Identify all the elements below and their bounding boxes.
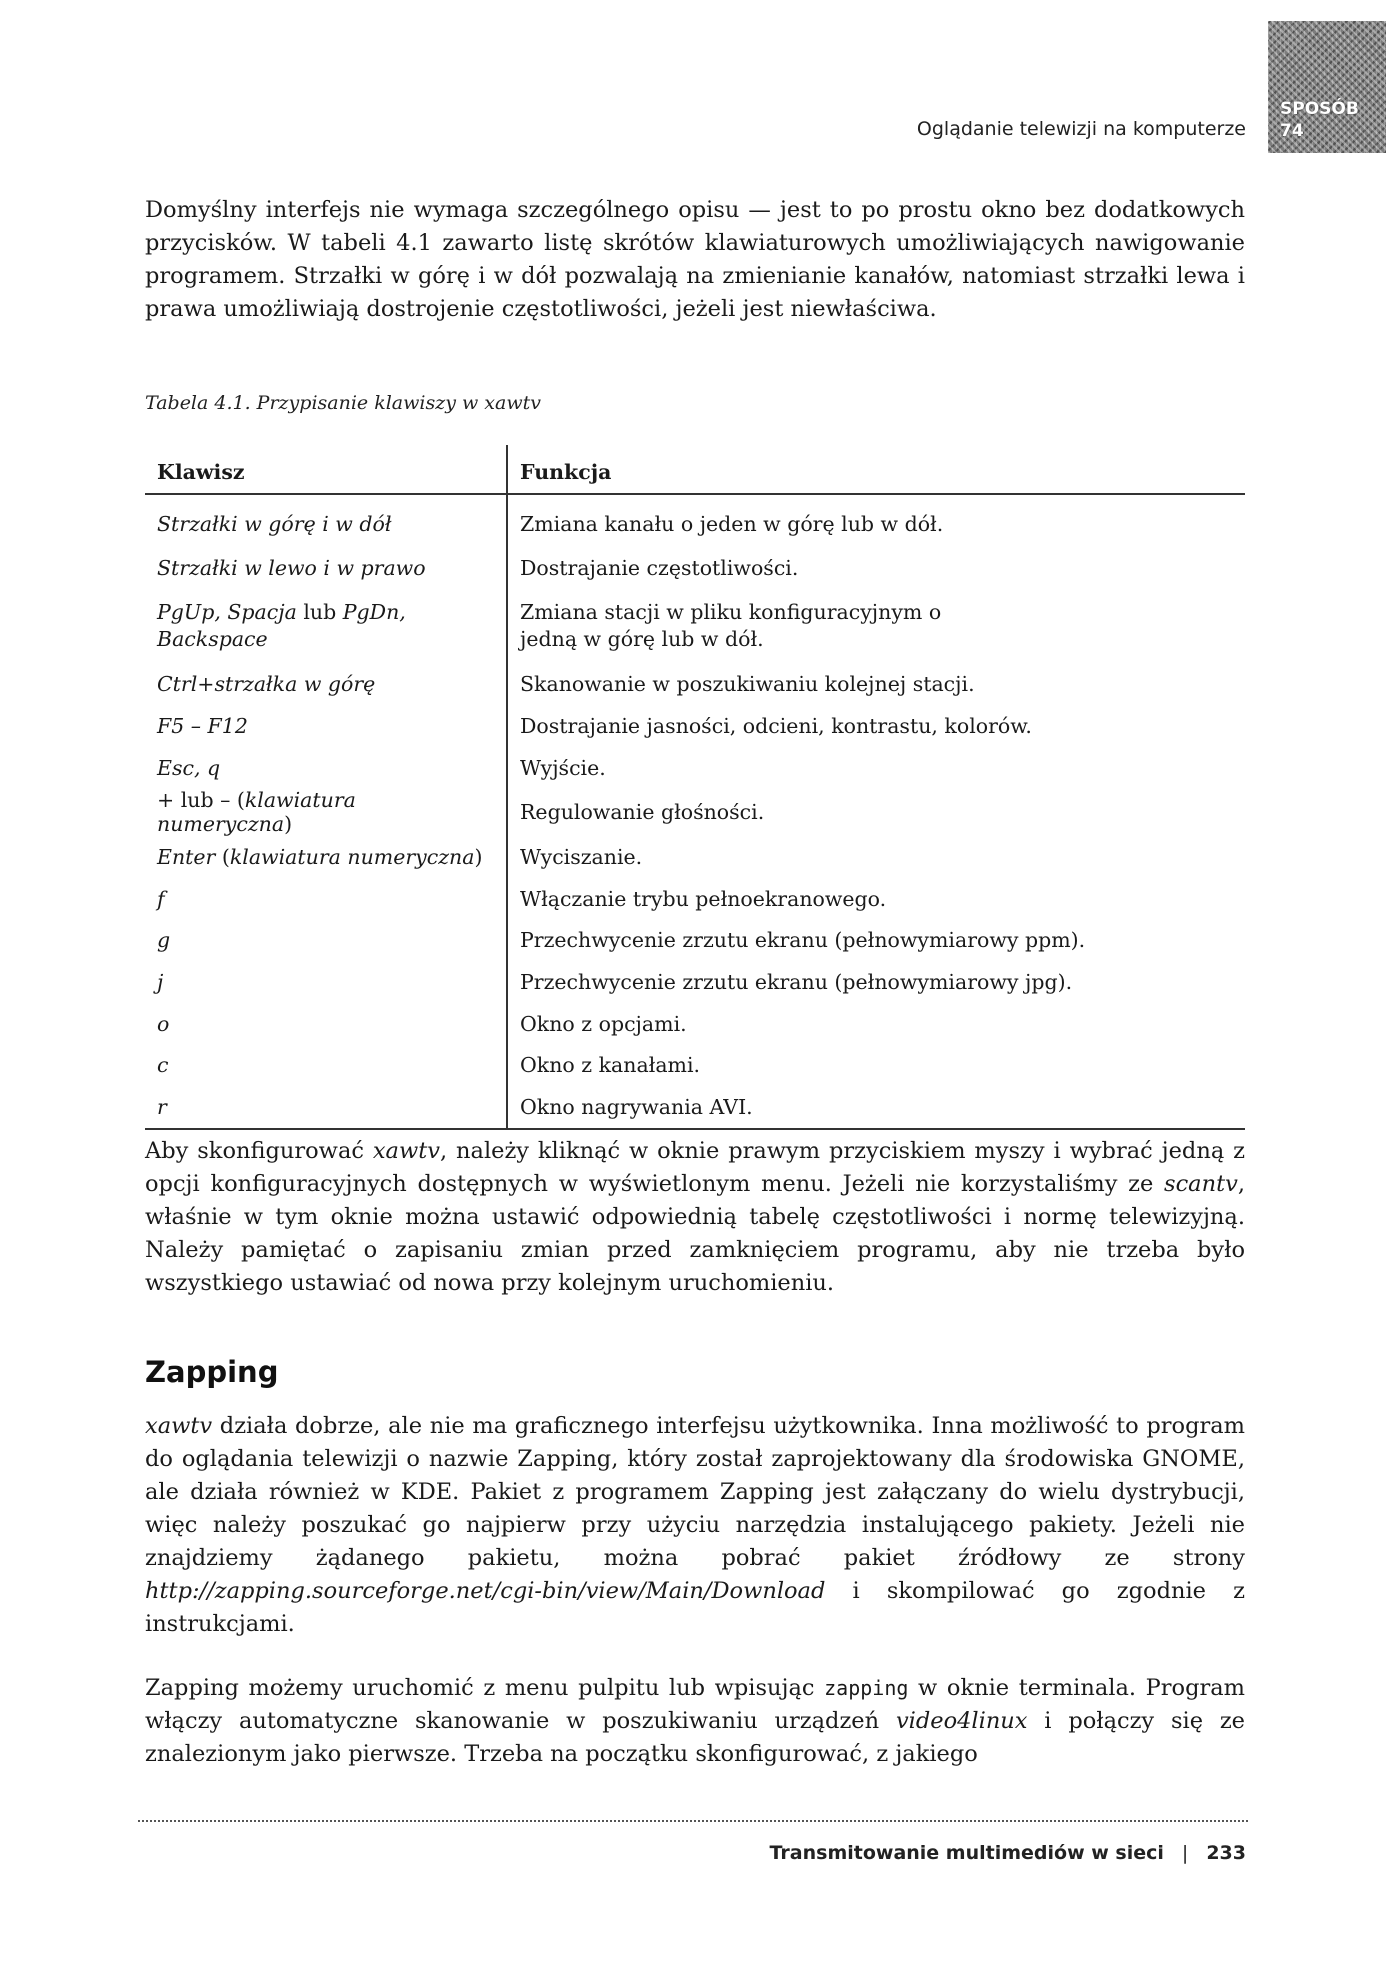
- command-text: zapping: [824, 1676, 909, 1700]
- table-row: [145, 961, 1245, 1003]
- table-row: [145, 494, 1245, 547]
- text-run: Zapping możemy uruchomić z menu pulpitu lub wpisując: [145, 1675, 825, 1701]
- footer-divider: [138, 1820, 1248, 1822]
- key-text: Enter: [157, 845, 216, 870]
- function-cell: Okno z opcjami.: [520, 1011, 687, 1036]
- key-cell: o: [145, 1003, 507, 1045]
- function-cell: Dostrajanie częstotliwości.: [520, 555, 799, 580]
- download-url: http://zapping.sourceforge.net/cgi-bin/view/Main/Download: [145, 1578, 826, 1604]
- function-cell: Przechwycenie zrzutu ekranu (pełnowymiarowy ppm).: [520, 928, 1086, 953]
- function-cell: Wyjście.: [520, 755, 606, 780]
- key-text: (: [215, 845, 230, 870]
- table-row: [145, 547, 1245, 589]
- key-cell: r: [145, 1086, 507, 1129]
- key-cell: [145, 788, 507, 836]
- table-row: [145, 664, 1245, 706]
- key-text: + lub – (: [157, 788, 245, 813]
- key-text: ): [284, 812, 293, 837]
- function-cell: Zmiana kanału o jeden w górę lub w dół.: [520, 512, 944, 536]
- table-row: [145, 1044, 1245, 1086]
- key-text: ): [474, 845, 483, 870]
- key-cell: F5 – F12: [145, 705, 507, 747]
- device-name: video4linux: [895, 1708, 1028, 1734]
- table-row: [145, 920, 1245, 962]
- zapping-paragraph-2: [145, 1672, 1245, 1771]
- key-cell: [145, 589, 507, 664]
- key-text: lub: [296, 600, 343, 625]
- key-cell: Esc, q: [145, 747, 507, 789]
- badge-label: SPOSÓB: [1280, 99, 1359, 119]
- key-cell: f: [145, 878, 507, 920]
- text-run: działa dobrze, ale nie ma graficznego interfejsu użytkownika. Inna możliwość to program do oglądania telewizji o nazwie Zapping, który został zaprojektowany dla środowiska GNOME, ale działa również w KDE. Pakiet z programem Zapping jest załączany do wielu dystrybucji, więc należy poszukać go najpierw przy użyciu narzędzia instalującego pakiety. Jeżeli nie znajdziemy żądanego pakietu, można pobrać pakiet źródłowy ze strony: [145, 1413, 1245, 1571]
- running-header: Oglądanie telewizji na komputerze: [916, 118, 1246, 140]
- key-cell: j: [145, 961, 507, 1003]
- function-cell: Okno nagrywania AVI.: [507, 1086, 1245, 1129]
- page-number: 233: [1206, 1842, 1246, 1864]
- table-row: [145, 836, 1245, 878]
- text-run: w oknie terminala. Program włączy automatyczne skanowanie w poszukiwaniu urządzeń: [145, 1675, 1245, 1734]
- key-cell: Strzałki w górę i w dół: [145, 494, 507, 547]
- app-name: xawtv: [145, 1413, 213, 1439]
- function-cell: Zmiana stacji w pliku konfiguracyjnym o jedną w górę lub w dół.: [520, 600, 942, 652]
- table-row: [145, 705, 1245, 747]
- key-cell: [145, 836, 507, 878]
- key-cell: Ctrl+strzałka w górę: [145, 664, 507, 706]
- key-text: PgDn,: [342, 600, 406, 625]
- table-row: [145, 1086, 1245, 1129]
- column-header-key: Klawisz: [145, 445, 507, 494]
- text-run: , należy kliknąć w oknie prawym przyciskiem myszy i wybrać jedną z opcji konfiguracyjnych dostępnych w wyświetlonym menu. Jeżeli nie korzystaliśmy ze: [145, 1138, 1245, 1197]
- key-cell: Strzałki w lewo i w prawo: [145, 547, 507, 589]
- footer-separator: |: [1181, 1842, 1189, 1864]
- table-row: [145, 1003, 1245, 1045]
- key-text: PgUp, Spacja: [157, 600, 297, 625]
- function-cell: Okno z kanałami.: [520, 1053, 701, 1078]
- text-run: i skompilować go zgodnie z instrukcjami.: [145, 1578, 1245, 1637]
- text-run: i połączy się ze znalezionym jako pierwsze. Trzeba na początku skonfigurować, z jakiego: [145, 1708, 1245, 1767]
- key-text: Backspace: [157, 627, 268, 652]
- key-text: klawiatura numeryczna: [229, 845, 475, 870]
- column-header-function: Funkcja: [507, 445, 1245, 494]
- page-footer: [770, 1842, 1246, 1864]
- table-row: [145, 589, 1245, 664]
- table-row: [145, 788, 1245, 836]
- badge-number: 74: [1280, 121, 1304, 141]
- config-paragraph: [145, 1135, 1245, 1300]
- key-cell: c: [145, 1044, 507, 1086]
- table-row: [145, 747, 1245, 789]
- function-cell: Regulowanie głośności.: [520, 800, 765, 825]
- function-cell: Dostrajanie jasności, odcieni, kontrastu, kolorów.: [520, 713, 1032, 738]
- app-name: scantv: [1164, 1171, 1238, 1197]
- text-run: , właśnie w tym oknie można ustawić odpowiednią tabelę częstotliwości i normę telewizyjną. Należy pamiętać o zapisaniu zmian przed zamknięciem programu, aby nie trzeba było wszystkiego ustawiać od nowa przy kolejnym uruchomieniu.: [145, 1171, 1245, 1296]
- function-cell: Wyciszanie.: [520, 845, 643, 870]
- table-header-row: [145, 445, 1245, 494]
- intro-paragraph: Domyślny interfejs nie wymaga szczególnego opisu — jest to po prostu okno bez dodatkowych przycisków. W tabeli 4.1 zawarto listę skrótów klawiaturowych umożliwiających nawigowanie programem. Strzałki w górę i w dół pozwalają na zmienianie kanałów, natomiast strzałki lewa i prawa umożliwiają dostrojenie częstotliwości, jeżeli jest niewłaściwa.: [145, 197, 1245, 322]
- function-cell: Włączanie trybu pełnoekranowego.: [520, 886, 887, 911]
- app-name: xawtv: [372, 1138, 440, 1164]
- function-cell: Przechwycenie zrzutu ekranu (pełnowymiarowy jpg).: [520, 969, 1073, 994]
- table-caption: Tabela 4.1. Przypisanie klawiszy w xawtv: [145, 392, 541, 414]
- footer-chapter-title: Transmitowanie multimediów w sieci: [769, 1842, 1164, 1864]
- key-cell: g: [145, 920, 507, 962]
- key-bindings-table: [145, 445, 1245, 1130]
- table-row: [145, 878, 1245, 920]
- zapping-paragraph-1: [145, 1410, 1245, 1641]
- section-badge: [1268, 21, 1386, 153]
- section-heading: Zapping: [145, 1355, 279, 1389]
- key-text: klawiatura numeryczna: [157, 788, 356, 837]
- text-run: Aby skonfigurować: [145, 1138, 373, 1164]
- function-cell: Skanowanie w poszukiwaniu kolejnej stacji.: [520, 672, 975, 697]
